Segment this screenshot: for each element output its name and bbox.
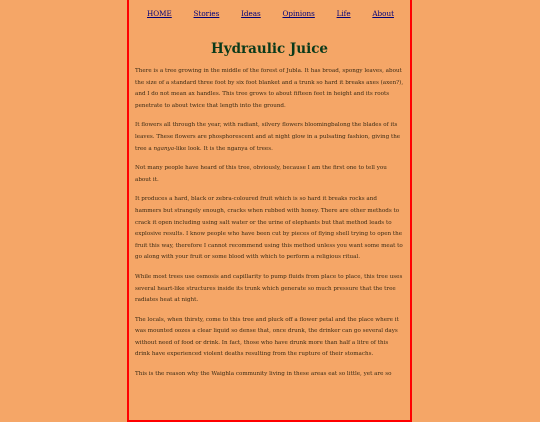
article-paragraph: There is a tree growing in the middle of the forest of Jubla. It has broad, spongy leaves, about the size of a standard three foot by six foot blanket and a trunk so hard it breaks axes (axen?), and I do not mean ax handles. This tree grows to about fifteen feet in height and its roots penetrate to about twice that length into the ground. — [135, 68, 404, 109]
article-paragraph: Not many people have heard of this tree, obviously, because I am the first one to tell you about it. — [135, 165, 387, 183]
article-paragraph: This is the reason why the Waighla community living in these areas eat so little, yet are so — [135, 371, 392, 378]
nav-link-opinions[interactable]: Opinions — [282, 9, 315, 18]
page-container — [127, 0, 412, 422]
article-paragraph: It produces a hard, black or zebra-coloured fruit which is so hard it breaks rocks and hammers but strangely enough, cracks when rubbed with honey. There are other methods to crack it open including using salt water or the urine of elephants but that method leads to explosive results. I know people who have been cut by pieces of flying shell trying to open the fruit this way, therefore I cannot recommend using this method unless you want some meat to go along with your fruit or some blood with which to perform a religious ritual. — [135, 196, 403, 261]
page-title: Hydraulic Juice — [210, 41, 329, 57]
nav-link-ideas[interactable]: Ideas — [241, 9, 261, 18]
nav-link-life[interactable]: Life — [336, 9, 351, 18]
nav-link-stories[interactable]: Stories — [193, 9, 220, 18]
nav-link-home[interactable]: HOME — [147, 9, 172, 18]
top-nav — [129, 0, 410, 18]
article-paragraph: While most trees use osmosis and capillarity to pump fluids from place to place, this tree uses several heart-like structures inside its trunk which generate so much pressure that the tree radiates heat at night. — [135, 273, 403, 304]
article-body — [135, 66, 404, 381]
nav-link-about[interactable]: About — [372, 9, 394, 18]
article-paragraph: The locals, when thirsty, come to this tree and pluck off a flower petal and the place where it was mounted oozes a clear liquid so dense that, once drunk, the drinker can go several days without need of food or drink. In fact, those who have drunk more than half a litre of this drink have experienced violent deaths resulting from the rupture of their stomachs. — [135, 316, 399, 358]
article-paragraph: It flowers all through the year, with radiant, silvery flowers bloomingbalong the blades of its leaves. These flowers are phosphorescent and at night glow in a pulsating fashion, giving the tree a nganya-like look. It is the nganya of trees. — [135, 122, 401, 152]
